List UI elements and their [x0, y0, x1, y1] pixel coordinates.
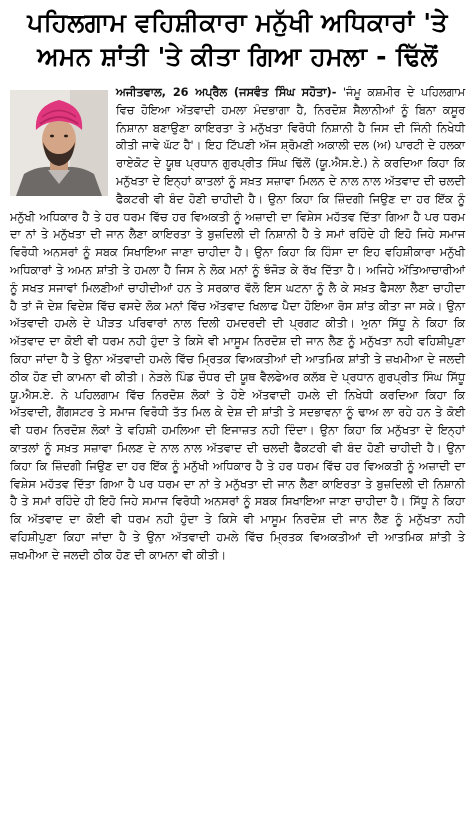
person-portrait-icon	[10, 90, 108, 196]
dateline: ਅਜੀਤਵਾਲ, 26 ਅਪ੍ਰੈਲ (ਜਸਵੰਤ ਸਿੰਘ ਸਹੋਤਾ)-	[116, 86, 337, 99]
headline	[10, 6, 465, 74]
portrait-photo	[10, 90, 108, 196]
headline-line-2: ਅਮਨ ਸ਼ਾਂਤੀ 'ਤੇ ਕੀਤਾ ਗਿਆ ਹਮਲਾ - ਢਿੱਲੋਂ	[37, 42, 438, 71]
article-text: 'ਜੰਮੂ ਕਸ਼ਮੀਰ ਦੇ ਪਹਿਲਗਾਮ ਵਿਚ ਹੋਇਆ ਅੱਤਵਾਦੀ ਹਮਲਾ ਮੰਦਭਾਗਾ ਹੈ, ਨਿਰਦੋਸ਼ ਸੈਲਾਨੀਆਂ ਨੂੰ ਬਿਨਾ ਕਸੂਰ ਨਿਸ਼ਾਨਾ ਬਣਾਉਣਾ ਕਾਇਰਤਾ ਤੇ ਮਨੁੱਖਤਾ ਵਿਰੋਧੀ ਨਿਸ਼ਾਨੀ ਹੈ ਜਿਸ ਦੀ ਜਿੰਨੀ ਨਿਖੇਧੀ ਕੀਤੀ ਜਾਵੇ ਘੱਟ ਹੈ'। ਇਹ ਟਿੱਪਣੀ ਅੱਜ ਸ਼੍ਰੋਮਣੀ ਅਕਾਲੀ ਦਲ (ਅ) ਪਾਰਟੀ ਦੇ ਹਲਕਾ ਰਾਏਕੋਟ ਦੇ ਯੂਥ ਪ੍ਰਧਾਨ ਗੁਰਪ੍ਰੀਤ ਸਿੰਘ ਢਿੱਲੋਂ (ਯੂ.ਐਸ.ਏ.) ਨੇ ਕਰਦਿਆ ਕਿਹਾ ਕਿ ਮਨੁੱਖਤਾ ਦੇ ਇਨ੍ਹਾਂ ਕਾਤਲਾਂ ਨੂੰ ਸਖ਼ਤ ਸਜ਼ਾਵਾ ਮਿਲਨ ਦੇ ਨਾਲ ਨਾਲ ਅੱਤਵਾਦ ਦੀ ਚਲਦੀ ਫੈਕਟਰੀ ਵੀ ਬੰਦ ਹੋਣੀ ਚਾਹੀਦੀ ਹੈ। ਉਨਾ ਕਿਹਾ ਕਿ ਜ਼ਿੰਦਗੀ ਜਿਉਣ ਦਾ ਹਰ ਇੱਕ ਨੂੰ ਮਨੁੱਖੀ ਅਧਿਕਾਰ ਹੈ ਤੇ ਹਰ ਧਰਮ ਵਿੱਚ ਹਰ ਵਿਅਕਤੀ ਨੂੰ ਅਜ਼ਾਦੀ ਦਾ ਵਿਸ਼ੇਸ ਮਹੱਤਵ ਦਿੱਤਾ ਗਿਆ ਹੈ ਪਰ ਧਰਮ ਦਾ ਨਾਂ ਤੇ ਮਨੁੱਖਤਾ ਦੀ ਜਾਨ ਲੈਣਾ ਕਾਇਰਤਾ ਤੇ ਬੁਜ਼ਦਿਲੀ ਦੀ ਨਿਸ਼ਾਨੀ ਹੈ ਤੇ ਸਮਾਂ ਰਹਿੰਦੇ ਹੀ ਇਹੋ ਜਿਹੇ ਸਮਾਜ ਵਿਰੋਧੀ ਅਨਸਰਾਂ ਨੂੰ ਸਬਕ ਸਿਖਾਇਆ ਜਾਣਾ ਚਾਹੀਦਾ ਹੈ। ਉਨਾ ਕਿਹਾ ਕਿ ਹਿੰਸਾ ਦਾ ਇਹ ਵਹਿਸ਼ੀਕਾਰਾ ਮਨੁੱਖੀ ਅਧਿਕਾਰਾਂ ਤੇ ਅਮਨ ਸ਼ਾਂਤੀ ਤੇ ਹਮਲਾ ਹੈ ਜਿਸ ਨੇ ਲੋਕ ਮਨਾਂ ਨੂੰ ਝੰਜੋੜ ਕੇ ਰੱਖ ਦਿੱਤਾ ਹੈ। ਅਜਿਹੇ ਅੱਤਿਆਚਾਰੀਆਂ ਨੂੰ ਸਖਤ ਸਜਾਵਾਂ ਮਿਲਣੀਆਂ ਚਾਹੀਦੀਆਂ ਹਨ ਤੇ ਸਰਕਾਰ ਵੱਲੋ ਇਸ ਘਟਨਾ ਨੂੰ ਲੈ ਕੇ ਸਖ਼ਤ ਫੈਸਲਾ ਲੈਣਾ ਚਾਹੀਦਾ ਹੈ ਤਾਂ ਜੋ ਦੇਸ਼ ਵਿਦੇਸ਼ ਵਿੱਚ ਵਸਦੇ ਲੋਕ ਮਨਾਂ ਵਿੱਚ ਅੱਤਵਾਦ ਖਿਲਾਫ ਪੈਦਾ ਹੋਇਆ ਰੋਸ ਸ਼ਾਂਤ ਕੀਤਾ ਜਾ ਸਕੇ। ਉਨਾ ਅੱਤਵਾਦੀ ਹਮਲੇ ਦੇ ਪੀੜਤ ਪਰਿਵਾਰਾਂ ਨਾਲ ਦਿਲੀ ਹਮਦਰਦੀ ਦੀ ਪ੍ਰਗਟ ਕੀਤੀ। ਅੁਨਾ ਸਿੱਧੂ ਨੇ ਕਿਹਾ ਕਿ ਅੱਤਵਾਦ ਦਾ ਕੋਈ ਵੀ ਧਰਮ ਨਹੀ ਹੁੰਦਾ ਤੇ ਕਿਸੇ ਵੀ ਮਾਸੂਮ ਨਿਰਦੋਸ਼ ਦੀ ਜਾਨ ਲੈਣ ਨੂੰ ਮਨੁੱਖਤਾ ਨਹੀ ਵਹਿਸ਼ੀਪੁਣਾ ਕਿਹਾ ਜਾਂਦਾ ਹੈ ਤੇ ਉਨਾ ਅੱਤਵਾਦੀ ਹਮਲੇ ਵਿੱਚ ਮ੍ਰਿਤਕ ਵਿਅਕਤੀਆਂ ਦੀ ਆਤਮਿਕ ਸ਼ਾਂਤੀ ਤੇ ਜ਼ਖਮੀਆ ਦੇ ਜਲਦੀ ਠੀਕ ਹੋਣ ਦੀ ਕਾਮਨਾ ਵੀ ਕੀਤੀ। ਨੇੜਲੇ ਪਿੰਡ ਚੌਧਰ ਦੀ ਯੂਥ ਵੈਲਫੇਅਰ ਕਲੱਬ ਦੇ ਪ੍ਰਧਾਨ ਗੁਰਪ੍ਰੀਤ ਸਿੰਘ ਸਿੱਧੂ ਯੂ.ਐਸ.ਏ. ਨੇ ਪਹਿਲਗਾਮ ਵਿੱਚ ਨਿਰਦੋਸ਼ ਲੋਕਾਂ ਤੇ ਹੋਏ ਅੱਤਵਾਦੀ ਹਮਲੇ ਦੀ ਨਿਖੇਧੀ ਕਰਦਿਆ ਕਿਹਾ ਕਿ ਅੱਤਵਾਦੀ, ਗੈਂਗਸਟਰ ਤੇ ਸਮਾਜ ਵਿਰੋਧੀ ਤੱਤ ਮਿਲ ਕੇ ਦੇਸ਼ ਦੀ ਸ਼ਾਂਤੀ ਤੇ ਸਦਭਾਵਨਾ ਨੂੰ ਢਾਅ ਲਾ ਰਹੇ ਹਨ ਤੇ ਕੋਈ ਵੀ ਧਰਮ ਨਿਰਦੋਸ਼ ਲੋਕਾਂ ਤੇ ਵਹਿਸ਼ੀ ਹਮਲਿਆ ਦੀ ਇਜਾਜ਼ਤ ਨਹੀ ਦਿੰਦਾ। ਉਨਾ ਕਿਹਾ ਕਿ ਮਨੁੱਖਤਾ ਦੇ ਇਨ੍ਹਾਂ ਕਾਤਲਾਂ ਨੂੰ ਸਖ਼ਤ ਸਜ਼ਾਵਾ ਮਿਲਣ ਦੇ ਨਾਲ ਨਾਲ ਅੱਤਵਾਦ ਦੀ ਚਲਦੀ ਫੈਕਟਰੀ ਵੀ ਬੰਦ ਹੋਣੀ ਚਾਹੀਦੀ ਹੈ। ਉਨਾ ਕਿਹਾ ਕਿ ਜ਼ਿੰਦਗੀ ਜਿਉਣ ਦਾ ਹਰ ਇੱਕ ਨੂੰ ਮਨੁੱਖੀ ਅਧਿਕਾਰ ਹੈ ਤੇ ਹਰ ਧਰਮ ਵਿੱਚ ਹਰ ਵਿਅਕਤੀ ਨੂੰ ਅਜ਼ਾਦੀ ਦਾ ਵਿਸ਼ੇਸ ਮਹੱਤਵ ਦਿੱਤਾ ਗਿਆ ਹੈ ਪਰ ਧਰਮ ਦਾ ਨਾਂ ਤੇ ਮਨੁੱਖਤਾ ਦੀ ਜਾਨ ਲੈਣਾ ਕਾਇਰਤਾ ਤੇ ਬੁਜ਼ਦਿਲੀ ਦੀ ਨਿਸ਼ਾਨੀ ਹੈ ਤੇ ਸਮਾਂ ਰਹਿੰਦੇ ਹੀ ਇਹੋ ਜਿਹੇ ਸਮਾਜ ਵਿਰੋਧੀ ਅਨਸਰਾਂ ਨੂੰ ਸਬਕ ਸਿਖਾਇਆ ਜਾਣਾ ਚਾਹੀਦਾ ਹੈ। ਸਿੱਧੂ ਨੇ ਕਿਹਾ ਕਿ ਅੱਤਵਾਦ ਦਾ ਕੋਈ ਵੀ ਧਰਮ ਨਹੀ ਹੁੰਦਾ ਤੇ ਕਿਸੇ ਵੀ ਮਾਸੂਮ ਨਿਰਦੋਸ਼ ਦੀ ਜਾਨ ਲੈਣ ਨੂੰ ਮਨੁੱਖਤਾ ਨਹੀ ਵਹਿਸ਼ੀਪੁਣਾ ਕਿਹਾ ਜਾਂਦਾ ਹੈ ਤੇ ਉਨਾ ਅੱਤਵਾਦੀ ਹਮਲੇ ਵਿੱਚ ਮ੍ਰਿਤਕ ਵਿਅਕਤੀਆਂ ਦੀ ਆਤਮਿਕ ਸ਼ਾਂਤੀ ਤੇ ਜ਼ਖਮੀਆ ਦੇ ਜਲਦੀ ਠੀਕ ਹੋਣ ਦੀ ਕਾਮਨਾ ਵੀ ਕੀਤੀ।	[10, 86, 465, 562]
article-body	[10, 84, 465, 565]
headline-line-1: ਪਹਿਲਗਾਮ ਵਹਿਸ਼ੀਕਾਰਾ ਮਨੁੱਖੀ ਅਧਿਕਾਰਾਂ 'ਤੇ	[27, 8, 448, 37]
